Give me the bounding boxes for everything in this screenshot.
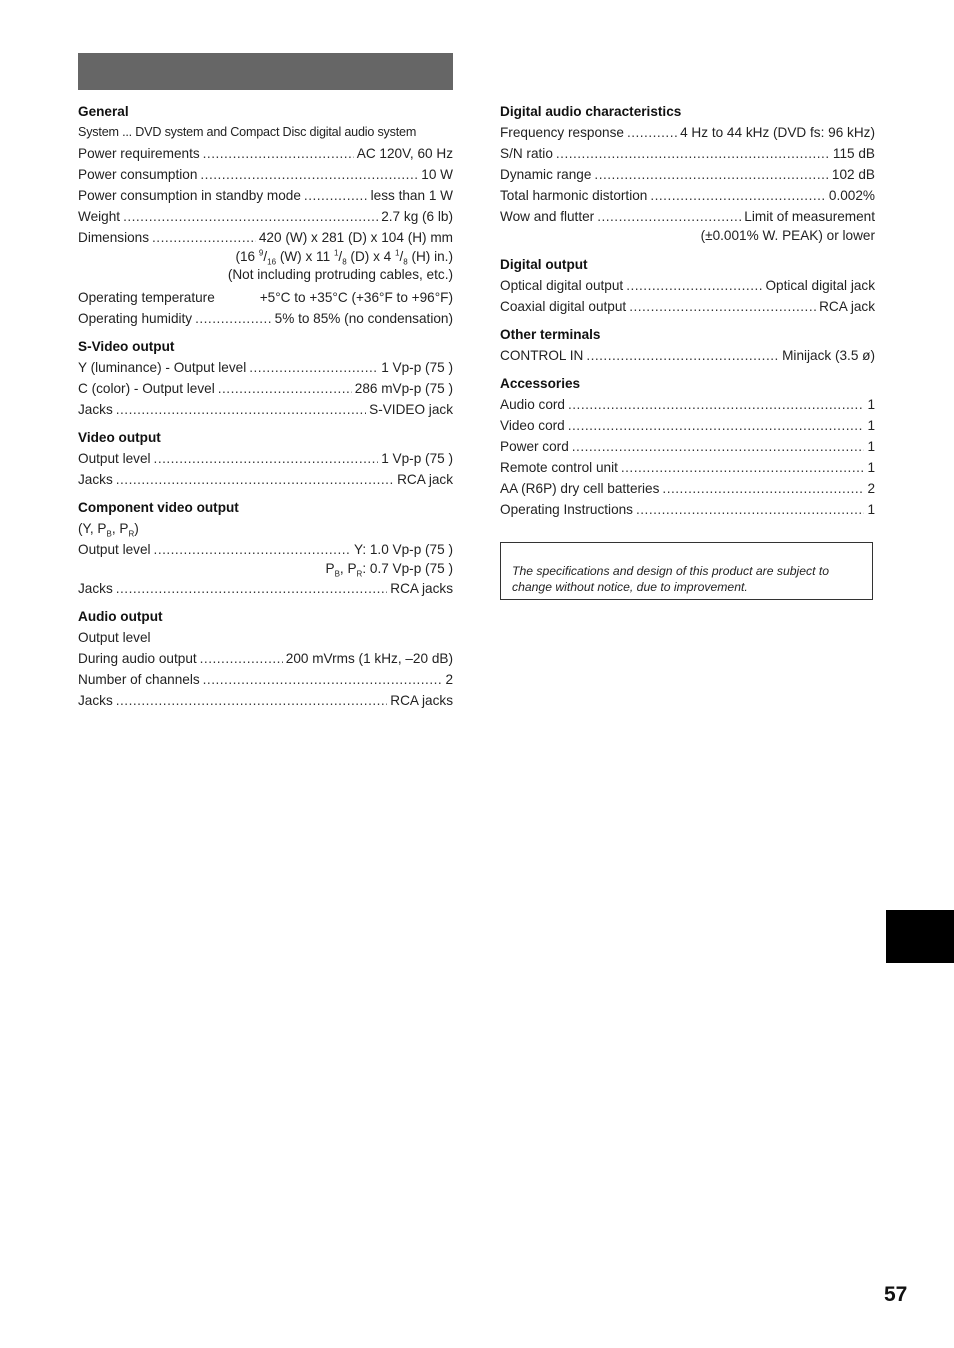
svideo-c-row [78, 378, 453, 399]
leader-dots [621, 457, 865, 478]
weight-label: Weight [78, 209, 121, 224]
optical-row [500, 275, 875, 296]
digital-output-title: Digital output [500, 257, 588, 272]
inch-c-den: 8 [403, 257, 408, 267]
audio-jacks-value: RCA jacks [390, 693, 453, 708]
section-tab-marker [886, 910, 954, 963]
power-cons-value: 10 W [421, 167, 453, 182]
video-jacks-row [78, 469, 453, 490]
audio-section [78, 607, 453, 711]
control-value: Minijack (3.5 ø) [782, 348, 875, 363]
wow-row [500, 206, 875, 227]
svideo-c-value: 286 mVp-p (75 ) [354, 381, 453, 396]
video-section [78, 428, 453, 490]
component-jacks-label: Jacks [78, 581, 113, 596]
leader-dots [627, 122, 677, 143]
svideo-jacks-label: Jacks [78, 402, 113, 417]
leader-dots [116, 578, 388, 599]
leader-dots [218, 378, 352, 399]
video-jacks-value: RCA jack [397, 472, 453, 487]
leader-dots [594, 164, 828, 185]
svideo-y-value: 1 Vp-p (75 ) [381, 360, 453, 375]
sn-value: 115 dB [832, 146, 875, 161]
inch-c-num: 1 [394, 248, 400, 258]
op-temp-row [78, 287, 453, 308]
accessory-label: Audio cord [500, 397, 565, 412]
inch-a-den: 16 [267, 257, 277, 267]
pbpr-d: R [356, 569, 363, 579]
dimensions-value: 420 (W) x 281 (D) x 104 (H) mm [258, 230, 453, 245]
accessory-qty: 1 [867, 439, 875, 454]
svideo-y-label: Y (luminance) - Output level [78, 360, 247, 375]
component-section [78, 498, 453, 599]
leader-dots [203, 669, 443, 690]
audio-channels-value: 2 [445, 672, 453, 687]
leader-dots [304, 185, 368, 206]
audio-during-value: 200 mVrms (1 kHz, –20 dB) [285, 651, 453, 666]
audio-channels-label: Number of channels [78, 672, 200, 687]
dyn-value: 102 dB [831, 167, 875, 182]
coaxial-value: RCA jack [819, 299, 875, 314]
coaxial-row [500, 296, 875, 317]
video-title: Video output [78, 430, 161, 445]
accessory-label: Video cord [500, 418, 565, 433]
video-level-value: 1 Vp-p (75 ) [381, 451, 453, 466]
component-sub [78, 518, 453, 539]
op-temp-label: Operating temperature [78, 290, 215, 305]
leader-dots [154, 448, 379, 469]
component-sub-e: ) [134, 521, 139, 536]
right-column [500, 102, 875, 528]
weight-row [78, 206, 453, 227]
accessory-label: Remote control unit [500, 460, 618, 475]
leader-dots [586, 345, 779, 366]
sn-row [500, 143, 875, 164]
accessory-label: Power cord [500, 439, 569, 454]
header-bar [78, 53, 453, 90]
accessory-row [500, 499, 875, 520]
op-humid-label: Operating humidity [78, 311, 193, 326]
sn-label: S/N ratio [500, 146, 553, 161]
component-level-value: Y: 1.0 Vp-p (75 ) [354, 542, 453, 557]
leader-dots [650, 185, 826, 206]
general-title: General [78, 104, 129, 119]
leader-dots [597, 206, 741, 227]
accessory-row [500, 415, 875, 436]
leader-dots [568, 415, 865, 436]
weight-value: 2.7 kg (6 lb) [381, 209, 453, 224]
leader-dots [116, 469, 394, 490]
wow-cont: (±0.001% W. PEAK) or lower [700, 228, 875, 243]
leader-dots [123, 206, 378, 227]
dyn-row [500, 164, 875, 185]
leader-dots [572, 436, 865, 457]
op-humid-row [78, 308, 453, 329]
svideo-section [78, 337, 453, 420]
dimensions-label: Dimensions [78, 230, 150, 245]
thd-value: 0.002% [828, 188, 875, 203]
component-pbpr [78, 560, 453, 578]
component-jacks-row [78, 578, 453, 599]
component-sub-d: R [128, 529, 135, 539]
power-req-row [78, 143, 453, 164]
video-level-label: Output level [78, 451, 151, 466]
accessory-qty: 1 [867, 460, 875, 475]
leader-dots [116, 690, 388, 711]
leader-dots [203, 143, 354, 164]
accessory-qty: 2 [867, 481, 875, 496]
power-cons-row [78, 164, 453, 185]
dimensions-inches: (16 $^9/_{16}$ (W) x 11 $^1/_8$ (D) x 4 $^1/_8$ (H) in.) [235, 248, 453, 267]
thd-row [500, 185, 875, 206]
svideo-c-label: C (color) - Output level [78, 381, 215, 396]
accessories-title: Accessories [500, 376, 581, 391]
leader-dots [152, 227, 256, 248]
leader-dots [556, 143, 830, 164]
audio-during-label: During audio output [78, 651, 197, 666]
leader-dots [249, 357, 378, 378]
control-label: CONTROL IN [500, 348, 584, 363]
freq-label: Frequency response [500, 125, 624, 140]
audio-during-row [78, 648, 453, 669]
accessory-row [500, 478, 875, 499]
audio-jacks-row [78, 690, 453, 711]
component-jacks-value: RCA jacks [390, 581, 453, 596]
leader-dots [662, 478, 864, 499]
component-sub-b: B [106, 529, 112, 539]
audio-title: Audio output [78, 609, 163, 624]
optical-value: Optical digital jack [765, 278, 875, 293]
svideo-jacks-value: S-VIDEO jack [369, 402, 453, 417]
accessory-label: AA (R6P) dry cell batteries [500, 481, 660, 496]
optical-label: Optical digital output [500, 278, 624, 293]
power-cons-label: Power consumption [78, 167, 198, 182]
control-row [500, 345, 875, 366]
freq-value: 4 Hz to 44 kHz (DVD fs: 96 kHz) [680, 125, 875, 140]
inch-b-den: 8 [342, 257, 347, 267]
leader-dots [568, 394, 864, 415]
coaxial-label: Coaxial digital output [500, 299, 627, 314]
leader-dots [629, 296, 816, 317]
power-req-label: Power requirements [78, 146, 200, 161]
inch-part-b: (W) x 11 [279, 249, 331, 264]
general-section [78, 102, 453, 329]
svideo-title: S-Video output [78, 339, 175, 354]
pbpr-e: : 0.7 Vp-p (75 ) [362, 561, 453, 576]
accessory-qty: 1 [867, 418, 875, 433]
pbpr-c: , P [339, 561, 357, 576]
leader-dots [200, 164, 418, 185]
pbpr-a: P [325, 561, 335, 576]
system-text: System ... DVD system and Compact Disc digital audio system [78, 125, 417, 139]
component-title: Component video output [78, 500, 239, 515]
accessory-row [500, 457, 875, 478]
digital-audio-title: Digital audio characteristics [500, 104, 682, 119]
inch-b-num: 1 [333, 248, 339, 258]
dyn-label: Dynamic range [500, 167, 592, 182]
accessory-qty: 1 [867, 502, 875, 517]
leader-dots [195, 308, 272, 329]
svideo-y-row [78, 357, 453, 378]
left-column [78, 102, 453, 719]
audio-jacks-label: Jacks [78, 693, 113, 708]
standby-row [78, 185, 453, 206]
inch-a-num: 9 [258, 248, 264, 258]
video-level-row [78, 448, 453, 469]
inch-part-a: (16 [235, 249, 256, 264]
audio-level-heading: Output level [78, 630, 151, 645]
system-row [78, 122, 453, 143]
digital-output-section [500, 255, 875, 317]
leader-dots [636, 499, 864, 520]
freq-row [500, 122, 875, 143]
inch-part-c: (D) x 4 [350, 249, 392, 264]
component-sub-a: (Y, P [78, 521, 107, 536]
inch-part-d: (H) in.) [411, 249, 453, 264]
wow-value: Limit of measurement [744, 209, 875, 224]
dimensions-row [78, 227, 453, 248]
accessory-row [500, 436, 875, 457]
wow-label: Wow and flutter [500, 209, 595, 224]
accessory-qty: 1 [867, 397, 875, 412]
thd-label: Total harmonic distortion [500, 188, 648, 203]
accessory-label: Operating Instructions [500, 502, 633, 517]
leader-dots [116, 399, 366, 420]
leader-dots [626, 275, 762, 296]
accessory-row [500, 394, 875, 415]
component-level-row [78, 539, 453, 560]
video-jacks-label: Jacks [78, 472, 113, 487]
page-number: 57 [884, 1283, 908, 1306]
digital-audio-section [500, 102, 875, 245]
leader-dots [154, 539, 351, 560]
component-sub-c: , P [111, 521, 129, 536]
standby-value: less than 1 W [370, 188, 453, 203]
svideo-jacks-row [78, 399, 453, 420]
component-level-label: Output level [78, 542, 151, 557]
specification-note: The specifications and design of this product are subject to change without notice, due to improvement. [500, 542, 873, 600]
audio-channels-row [78, 669, 453, 690]
dimensions-note: (Not including protruding cables, etc.) [227, 267, 453, 282]
op-humid-value: 5% to 85% (no condensation) [274, 311, 453, 326]
accessories-section [500, 374, 875, 520]
standby-label: Power consumption in standby mode [78, 188, 301, 203]
leader-dots [200, 648, 283, 669]
power-req-value: AC 120V, 60 Hz [356, 146, 453, 161]
pbpr-b: B [334, 569, 340, 579]
other-terminals-title: Other terminals [500, 327, 601, 342]
op-temp-value: +5°C to +35°C (+36°F to +96°F) [259, 290, 453, 305]
other-terminals-section [500, 325, 875, 366]
